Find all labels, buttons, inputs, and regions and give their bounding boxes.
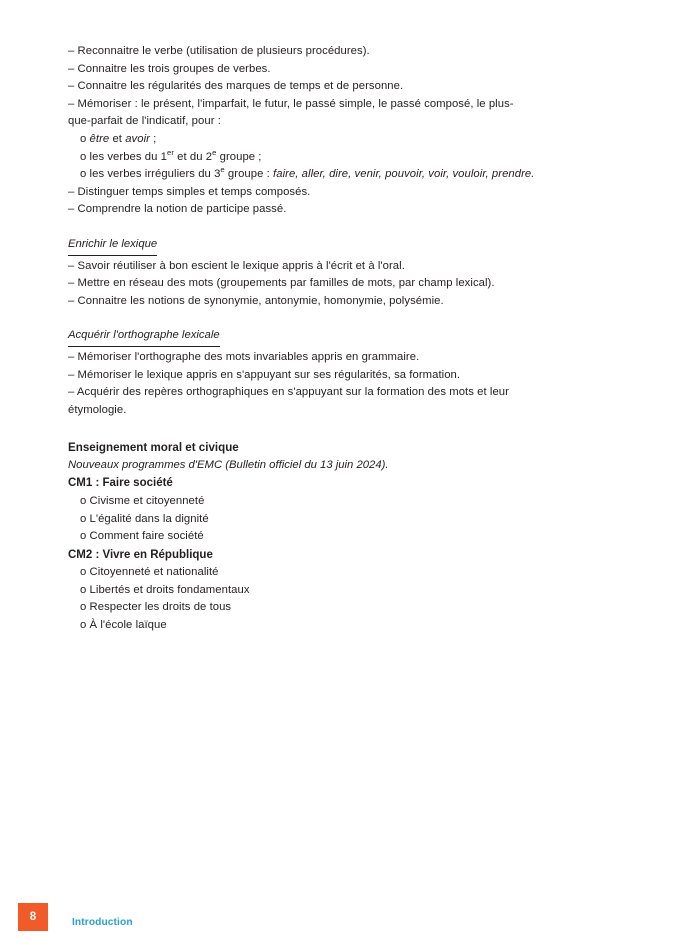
sub-list-item: o L'égalité dans la dignité — [80, 512, 209, 525]
section-subtitle-emc: Nouveaux programmes d'EMC (Bulletin officiel du 13 juin 2024). — [68, 458, 389, 471]
footer-section-label: Introduction — [72, 917, 133, 928]
list-item: – Acquérir des repères orthographiques en s'appuyant sur la formation des mots et leur — [68, 386, 509, 399]
spacer — [68, 219, 578, 234]
list-item: – Mémoriser l'orthographe des mots invariables appris en grammaire. — [68, 350, 420, 363]
list-item: – Mettre en réseau des mots (groupements par familles de mots, par champ lexical). — [68, 277, 495, 290]
sub-list-item: o Citoyenneté et nationalité — [80, 566, 219, 579]
list-item: – Mémoriser le lexique appris en s'appuyant sur ses régularités, sa formation. — [68, 368, 461, 381]
list-item-continuation: étymologie. — [68, 403, 127, 416]
ordinal-suffix-2: e — [212, 147, 217, 157]
page-number-badge: 8 — [18, 903, 48, 931]
list-item: – Connaitre les notions de synonymie, antonymie, homonymie, polysémie. — [68, 294, 444, 307]
list-item: – Savoir réutiliser à bon escient le lexique appris à l'écrit et à l'oral. — [68, 259, 405, 272]
ordinal-suffix: e — [220, 165, 225, 175]
sub-list-item: o Respecter les droits de tous — [80, 601, 232, 614]
list-item: – Connaitre les régularités des marques de temps et de personne. — [68, 80, 404, 93]
sub-list-item: o Libertés et droits fondamentaux — [80, 583, 250, 596]
list-item: – Connaitre les trois groupes de verbes. — [68, 62, 271, 75]
sub-list-mid: et — [109, 132, 126, 145]
sub-list-item — [68, 166, 578, 184]
sub-list-item — [68, 149, 578, 167]
section-heading-orthographe-wrapper — [68, 325, 578, 349]
spacer — [68, 419, 578, 439]
list-item: – Mémoriser : le présent, l'imparfait, le futur, le passé simple, le passé composé, le plus- — [68, 97, 514, 110]
level-title-cm2: CM2 : Vivre en République — [68, 548, 213, 561]
list-item: – Distinguer temps simples et temps composés. — [68, 185, 311, 198]
sub-list-text-2: groupe : — [224, 168, 274, 181]
sub-list-text-3: groupe ; — [216, 150, 262, 163]
sub-list-item — [68, 131, 578, 149]
list-item: – Comprendre la notion de participe passé. — [68, 203, 287, 216]
section-heading-lexique-wrapper — [68, 234, 578, 258]
sub-list-italic-1: être — [89, 132, 110, 145]
sub-list-text: o les verbes du 1 — [80, 150, 167, 163]
section-title-emc: Enseignement moral et civique — [68, 441, 239, 455]
page-content — [68, 43, 578, 635]
sub-list-italic: faire, aller, dire, venir, pouvoir, voir, vouloir, prendre. — [273, 168, 535, 181]
section-heading-orthographe: Acquérir l'orthographe lexicale — [68, 327, 220, 347]
sub-list-item: o Civisme et citoyenneté — [80, 494, 205, 507]
sub-list-text-2: et du 2 — [173, 150, 213, 163]
list-item: – Reconnaitre le verbe (utilisation de plusieurs procédures). — [68, 45, 370, 57]
spacer — [68, 310, 578, 325]
section-heading-lexique: Enrichir le lexique — [68, 236, 157, 256]
sub-list-text: o les verbes irréguliers du 3 — [80, 168, 221, 181]
ordinal-suffix: er — [167, 147, 174, 157]
sub-list-suffix: ; — [149, 132, 157, 145]
sub-list-italic-2: avoir — [125, 132, 150, 145]
level-title-cm1: CM1 : Faire société — [68, 477, 173, 490]
sub-list-item: o À l'école laïque — [80, 619, 167, 632]
list-item-continuation: que-parfait de l'indicatif, pour : — [68, 115, 221, 128]
sub-list-prefix: o — [80, 132, 90, 145]
sub-list-item: o Comment faire société — [80, 530, 204, 543]
page-footer — [0, 887, 700, 945]
